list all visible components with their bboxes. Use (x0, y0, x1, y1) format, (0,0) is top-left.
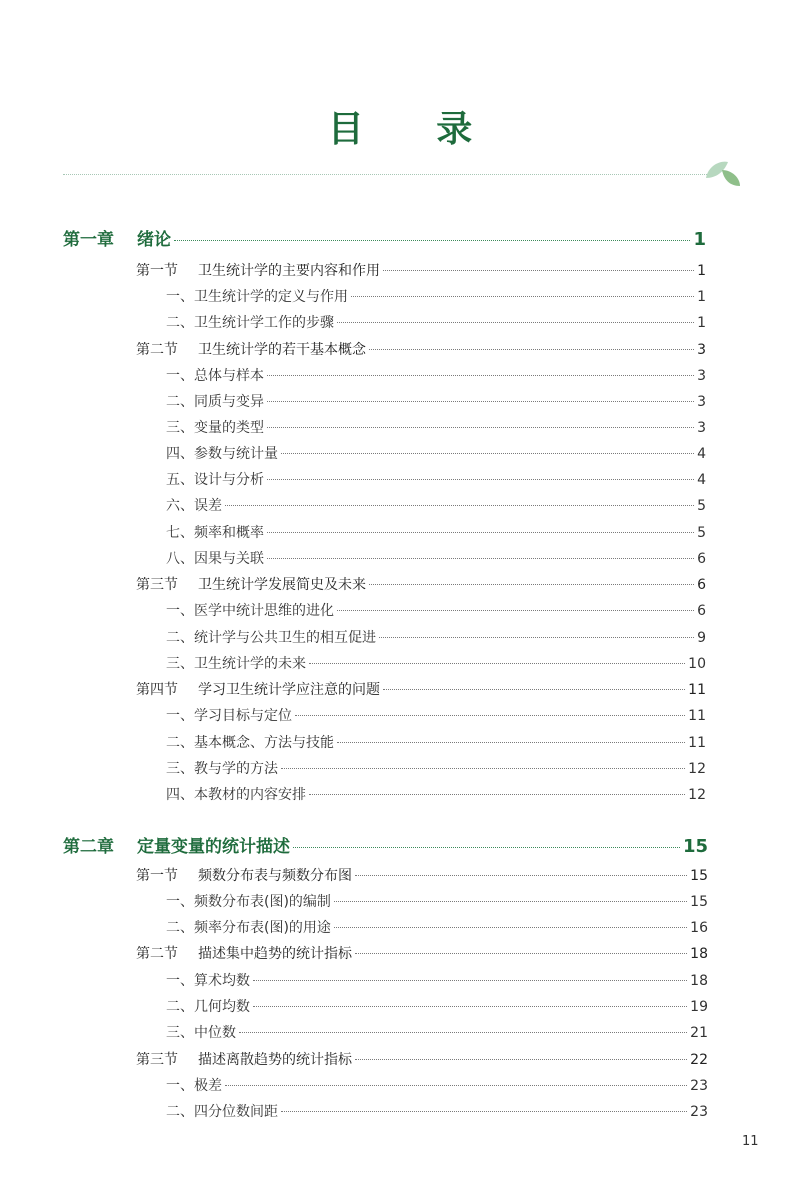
toc-page-number: 6 (697, 603, 706, 619)
toc-item-row[interactable] (166, 759, 706, 779)
toc-page-number: 21 (690, 1025, 708, 1041)
toc-item-row[interactable] (166, 997, 708, 1017)
toc-chapter-number: 第二章 (63, 837, 114, 857)
page-title: 目 录 (327, 109, 503, 150)
toc-page-number: 11 (688, 735, 706, 751)
toc-section-number: 第二节 (136, 946, 178, 962)
leaf-icon (702, 156, 744, 190)
toc-chapter-row[interactable] (63, 229, 706, 251)
dot-leader (337, 610, 694, 611)
toc-item-title: 四、本教材的内容安排 (166, 787, 306, 803)
toc-item-row[interactable] (166, 971, 708, 991)
toc-item-row[interactable] (166, 549, 706, 569)
dot-leader (351, 296, 694, 297)
toc-item-row[interactable] (166, 523, 706, 543)
toc-page-number: 1 (697, 289, 706, 305)
toc-page-number: 5 (697, 498, 706, 514)
toc-item-title: 二、四分位数间距 (166, 1104, 278, 1120)
dot-leader (334, 901, 687, 902)
dot-leader (369, 584, 694, 585)
dot-leader (225, 505, 694, 506)
toc-item-title: 七、频率和概率 (166, 525, 264, 541)
toc-item-row[interactable] (166, 366, 706, 386)
toc-item-title: 一、学习目标与定位 (166, 708, 292, 724)
page-number: 11 (742, 1134, 759, 1149)
dot-leader (281, 453, 694, 454)
toc-page-number: 12 (688, 787, 706, 803)
toc-section-title: 描述离散趋势的统计指标 (198, 1052, 352, 1068)
toc-page-number: 3 (697, 368, 706, 384)
toc-section-number: 第一节 (136, 263, 178, 279)
toc-item-row[interactable] (166, 601, 706, 621)
dot-leader (355, 1059, 687, 1060)
toc-item-title: 一、频数分布表(图)的编制 (166, 894, 331, 910)
toc-section-row[interactable] (136, 866, 708, 886)
dot-leader (334, 927, 687, 928)
toc-item-row[interactable] (166, 470, 706, 490)
toc-chapter-title: 绪论 (137, 230, 171, 250)
toc-section-title: 卫生统计学的主要内容和作用 (198, 263, 380, 279)
dot-leader (225, 1085, 687, 1086)
toc-page-number: 5 (697, 525, 706, 541)
toc-chapter-row[interactable] (63, 836, 708, 858)
toc-page-number: 3 (697, 342, 706, 358)
toc-item-row[interactable] (166, 918, 708, 938)
toc-item-row[interactable] (166, 392, 706, 412)
toc-section-title: 描述集中趋势的统计指标 (198, 946, 352, 962)
toc-page-number: 11 (688, 682, 706, 698)
toc-page-number: 6 (697, 551, 706, 567)
dot-leader (174, 240, 690, 241)
toc-section-number: 第三节 (136, 577, 178, 593)
toc-page-number: 4 (697, 472, 706, 488)
toc-page-number: 12 (688, 761, 706, 777)
toc-item-title: 二、基本概念、方法与技能 (166, 735, 334, 751)
toc-item-row[interactable] (166, 733, 706, 753)
dot-leader (267, 532, 694, 533)
toc-page-number: 11 (688, 708, 706, 724)
toc-item-title: 一、卫生统计学的定义与作用 (166, 289, 348, 305)
toc-page-number: 19 (690, 999, 708, 1015)
dot-leader (281, 1111, 687, 1112)
dot-leader (281, 768, 685, 769)
dot-leader (379, 637, 694, 638)
toc-section-number: 第三节 (136, 1052, 178, 1068)
toc-item-row[interactable] (166, 1102, 708, 1122)
toc-page-number: 6 (697, 577, 706, 593)
toc-page-number: 10 (688, 656, 706, 672)
title-divider (63, 174, 709, 175)
dot-leader (355, 875, 687, 876)
toc-item-title: 六、误差 (166, 498, 222, 514)
dot-leader (267, 401, 694, 402)
toc-page-number: 15 (690, 868, 708, 884)
toc-section-row[interactable] (136, 680, 706, 700)
toc-item-title: 一、算术均数 (166, 973, 250, 989)
toc-item-title: 二、同质与变异 (166, 394, 264, 410)
toc-item-row[interactable] (166, 654, 706, 674)
toc-section-row[interactable] (136, 944, 708, 964)
toc-item-title: 五、设计与分析 (166, 472, 264, 488)
toc-page-number: 1 (693, 229, 706, 250)
dot-leader (309, 794, 685, 795)
toc-item-title: 三、中位数 (166, 1025, 236, 1041)
toc-item-title: 一、医学中统计思维的进化 (166, 603, 334, 619)
toc-item-title: 二、几何均数 (166, 999, 250, 1015)
toc-item-row[interactable] (166, 785, 706, 805)
dot-leader (383, 689, 685, 690)
dot-leader (355, 953, 687, 954)
toc-item-row[interactable] (166, 628, 706, 648)
toc-item-title: 二、卫生统计学工作的步骤 (166, 315, 334, 331)
dot-leader (267, 479, 694, 480)
toc-page-number: 15 (690, 894, 708, 910)
toc-page-number: 3 (697, 420, 706, 436)
toc-item-title: 八、因果与关联 (166, 551, 264, 567)
toc-item-title: 二、统计学与公共卫生的相互促进 (166, 630, 376, 646)
toc-item-title: 四、参数与统计量 (166, 446, 278, 462)
toc-page-number: 1 (697, 315, 706, 331)
toc-section-row[interactable] (136, 1050, 708, 1070)
toc-item-row[interactable] (166, 287, 706, 307)
dot-leader (267, 558, 694, 559)
toc-item-title: 二、频率分布表(图)的用途 (166, 920, 331, 936)
toc-item-row[interactable] (166, 892, 708, 912)
dot-leader (253, 1006, 687, 1007)
dot-leader (337, 742, 685, 743)
dot-leader (293, 847, 680, 848)
toc-item-row[interactable] (166, 444, 706, 464)
toc-item-row[interactable] (166, 496, 706, 516)
dot-leader (383, 270, 694, 271)
toc-page-number: 22 (690, 1052, 708, 1068)
dot-leader (369, 349, 694, 350)
toc-section-title: 卫生统计学发展简史及未来 (198, 577, 366, 593)
dot-leader (295, 715, 685, 716)
toc-item-title: 一、总体与样本 (166, 368, 264, 384)
toc-item-title: 三、卫生统计学的未来 (166, 656, 306, 672)
toc-section-row[interactable] (136, 340, 706, 360)
toc-page-number: 23 (690, 1104, 708, 1120)
toc-page-number: 18 (690, 946, 708, 962)
toc-item-row[interactable] (166, 418, 706, 438)
toc-section-title: 频数分布表与频数分布图 (198, 868, 352, 884)
toc-page-number: 18 (690, 973, 708, 989)
toc-item-row[interactable] (166, 313, 706, 333)
toc-page-number: 3 (697, 394, 706, 410)
dot-leader (267, 375, 694, 376)
toc-item-row[interactable] (166, 1023, 708, 1043)
toc-item-row[interactable] (166, 1076, 708, 1096)
dot-leader (337, 322, 694, 323)
dot-leader (309, 663, 685, 664)
toc-section-row[interactable] (136, 261, 706, 281)
toc-item-title: 一、极差 (166, 1078, 222, 1094)
toc-section-number: 第一节 (136, 868, 178, 884)
toc-section-number: 第二节 (136, 342, 178, 358)
toc-section-title: 卫生统计学的若干基本概念 (198, 342, 366, 358)
toc-item-title: 三、变量的类型 (166, 420, 264, 436)
toc-page-number: 23 (690, 1078, 708, 1094)
toc-chapter-title: 定量变量的统计描述 (137, 837, 290, 857)
toc-section-title: 学习卫生统计学应注意的问题 (198, 682, 380, 698)
dot-leader (267, 427, 694, 428)
dot-leader (239, 1032, 687, 1033)
toc-chapter-number: 第一章 (63, 230, 114, 250)
toc-page-number: 4 (697, 446, 706, 462)
toc-page-number: 9 (697, 630, 706, 646)
toc-section-row[interactable] (136, 575, 706, 595)
toc-page-number: 1 (697, 263, 706, 279)
toc-page-number: 15 (682, 836, 708, 857)
dot-leader (253, 980, 687, 981)
toc-section-number: 第四节 (136, 682, 178, 698)
toc-item-title: 三、教与学的方法 (166, 761, 278, 777)
toc-page-number: 16 (690, 920, 708, 936)
toc-item-row[interactable] (166, 706, 706, 726)
